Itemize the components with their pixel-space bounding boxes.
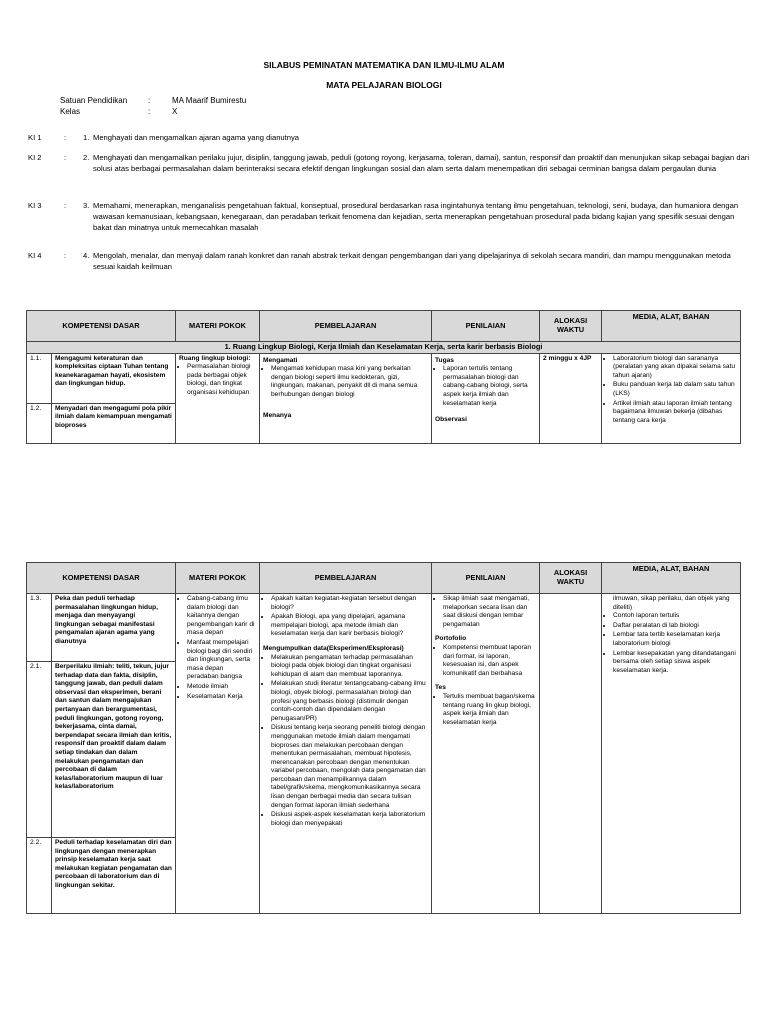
- list-item: • Cabang-cabang ilmu dalam biologi dan kaitannya dengan pengembangan karir di masa depan: [187, 595, 256, 638]
- syllabus-table-1: [26, 310, 741, 444]
- kd-text: Berperilaku ilmiah: teliti, tekun, jujur terhadap data dan fakta, disiplin, tanggung jawab, dan peduli dalam observasi dan eksperimen, berani dan santun dalam mengajukan pertanyaan dan berargumentasi, peduli lingkungan, gotong royong, bekerjasama, cinta damai, berpendapat secara ilmiah dan kritis, responsif dan proaktif dalam dalam setiap tindakan dan dalam melakukan pengamatan dan percobaan di dalam kelas/laboratorium maupun di luar kelas/laboratorium: [52, 662, 176, 838]
- ki-colon: :: [64, 133, 67, 142]
- document-title: SILABUS PEMINATAN MATEMATIKA DAN ILMU-ILMU ALAM: [263, 60, 505, 70]
- kd-text: Peduli terhadap keselamatan diri dan lingkungan dengan menerapkan prinsip keselamatan kerja saat melakukan kegiatan pengamatan dan percobaan di laboratorium dan di lingkungan sekitar.: [52, 838, 176, 914]
- kd-text: Peka dan peduli terhadap permasalahan lingkungan hidup, menjaga dan menyayangi lingkungan sebagai manifestasi pengamalan ajaran agama yang dianutnya: [52, 594, 176, 662]
- kd-number: 2.2.: [27, 838, 52, 914]
- document-subtitle: MATA PELAJARAN BIOLOGI: [326, 80, 442, 90]
- kd-number: 2.1.: [27, 662, 52, 838]
- ki-text: Mengolah, menalar, dan menyaji dalam ranah konkret dan ranah abstrak terkait dengan pengembangan dari yang dipelajarinya di sekolah secara mandiri, dan mampu menggunakan metoda sesuai kaidah keilmuan: [93, 251, 731, 271]
- header-materi-pokok: MATERI POKOK: [176, 563, 260, 594]
- list-item: • Daftar peralatan di lab biologi: [613, 622, 737, 631]
- header-media: MEDIA, ALAT, BAHAN: [602, 311, 741, 342]
- section-band: 1. Ruang Lingkup Biologi, Kerja Ilmiah dan Keselamatan Kerja, serta karir berbasis Biologi: [27, 342, 741, 354]
- pembelajaran-cell: [260, 594, 432, 914]
- list-item: • Laporan tertulis tentang permasalahan biologi dan cabang-cabang biologi, serta aspek kerja ilmiah dan keselamatan kerja: [443, 365, 536, 408]
- list-item: • Melakukan pengamatan terhadap permasalahan biologi pada objek biologi dan tingkat organisasi kehidupan di alam dan membuat laporannya.: [271, 654, 428, 680]
- step-title: Menanya: [263, 411, 292, 419]
- ki-colon: :: [64, 201, 67, 210]
- kd-number: 1.3.: [27, 594, 52, 662]
- kelas-label: Kelas: [60, 107, 81, 116]
- list-item: • Lembar kesepakatan yang ditandatangani bersama oleh setiap siswa aspek keselamatan kerja.: [613, 650, 737, 676]
- ki-number: 1.: [83, 133, 90, 142]
- header-penilaian: PENILAIAN: [432, 311, 540, 342]
- media-cell: [602, 594, 741, 914]
- header-materi-pokok: MATERI POKOK: [176, 311, 260, 342]
- kelas-colon: :: [148, 107, 151, 116]
- list-item: • Artikel ilmiah atau laporan ilmiah tentang bagaimana ilmuwan bekerja (dibahas tentang cara kerja: [613, 400, 737, 426]
- materi-cell: [176, 594, 260, 914]
- ki-colon: :: [64, 251, 67, 260]
- list-item: • Melakukan studi literatur tentangcabang-cabang ilmu biologi, obyek biologi, permasalahan biologi dan profesi yang berbasis biologi (distimulir dengan contoh-contoh dan dipendalam dengan penugasan/PR): [271, 680, 428, 723]
- ki-text: Memahami, menerapkan, menganalisis pengetahuan faktual, konseptual, prosedural berdasarkan rasa ingintahunya tentang ilmu pengetahuan, teknologi, seni, budaya, dan humaniora dengan wawasan kemanusiaan, kebangsaan, kenegaraan, dan peradaban terkait fenomena dan kejadian, serta menerapkan pengetahuan prosedural pada bidang kajian yang spesifik sesuai dengan bakat dan minatnya untuk memecahkan masalah: [93, 201, 739, 232]
- materi-title: Ruang lingkup biologi:: [179, 354, 251, 362]
- ki-code: KI 1: [28, 133, 42, 142]
- alokasi-cell: [540, 594, 602, 914]
- alokasi-cell: 2 minggu x 4JP: [540, 353, 602, 443]
- syllabus-table-2: [26, 562, 741, 914]
- header-alokasi-waktu: ALOKASI WAKTU: [540, 563, 602, 594]
- kd-text: Menyadari dan mengagumi pola pikir ilmiah dalam kemampuan mengamati bioproses: [52, 403, 176, 443]
- media-cell: [602, 353, 741, 443]
- ki-text: Menghayati dan mengamalkan perilaku jujur, disiplin, tanggung jawab, peduli (gotong royong, kerjasama, toleran, damai), santun, responsif dan proaktif dan menunjukan sikap sebagai bagian dari solusi atas berbagai permasalahan dalam berinteraksi secara efektif dengan lingkungan sosial dan alam serta dalam menempatkan diri sebagai cerminan bangsa dalam pergaulan dunia: [93, 153, 750, 173]
- kelas-value: X: [172, 107, 178, 116]
- media-continuation: ilmuwan, sikap perilaku, dan objek yang diteliti): [613, 595, 730, 611]
- ki-code: KI 2: [28, 153, 42, 162]
- list-item: • Kompetensi membuat laporan dari format, isi laporan, kesesuaian isi, dan aspek komunikatif dan berbahasa: [443, 644, 536, 678]
- kd-number: 1.2.: [27, 403, 52, 443]
- ki-number: 4.: [83, 251, 90, 260]
- header-pembelajaran: PEMBELAJARAN: [260, 311, 432, 342]
- list-item: • Contoh laporan tertulis: [613, 612, 737, 621]
- ki-colon: :: [64, 153, 67, 162]
- header-penilaian: PENILAIAN: [432, 563, 540, 594]
- ki-code: KI 3: [28, 201, 42, 210]
- list-item: • Manfaat mempelajari biologi bagi diri sendiri dan lingkungan, serta masa depan peradaban bangsa: [187, 639, 256, 682]
- list-item: • Diskusi aspek-aspek keselamatan kerja laboratorium biologi dan menyepakati: [271, 811, 428, 828]
- header-alokasi-waktu: ALOKASI WAKTU: [540, 311, 602, 342]
- list-item: • Buku panduan kerja lab dalam satu tahun (LKS): [613, 381, 737, 398]
- list-item: • Lembar tata tertib keselamatan kerja laboratorium biologi: [613, 631, 737, 648]
- ki-number: 2.: [83, 153, 90, 162]
- step-title: Mengamati: [263, 356, 298, 364]
- header-kompetensi-dasar: KOMPETENSI DASAR: [27, 563, 176, 594]
- satuan-colon: :: [148, 96, 151, 105]
- list-item: • Diskusi tentang kerja seorang peneliti biologi dengan menggunakan metode ilmiah dalam mengamati bioproses dan melakukan percobaan dengan menentukan permasalahan, membuat hipotesis, merencanakan percobaan dengan menentukan variabel percobaan, mengolah data pengamatan dan percobaan dan menampilkannya dalam tabel/grafik/skema, mengkomunikasikannya secara lisan dengan berbagai media dan secara tulisan dengan format laporan ilmiah sederhana: [271, 724, 428, 810]
- list-item: • Permasalahan biologi pada berbagai objek biologi, dan tingkat organisasi kehidupan: [187, 363, 256, 397]
- list-item: • Mengamati kehidupan masa kini yang berkaitan dengan biologi seperti ilmu kedokteran, gizi, lingkungan, makanan, penyakit dll di mana semua berhubungan dengan biologi: [271, 365, 428, 399]
- assessment-title: Tugas: [435, 356, 454, 364]
- header-kompetensi-dasar: KOMPETENSI DASAR: [27, 311, 176, 342]
- list-item: • Tertulis membuat bagan/skema tentang ruang lin gkup biologi, aspek kerja ilmiah dan keselamatan kerja: [443, 693, 536, 727]
- header-pembelajaran: PEMBELAJARAN: [260, 563, 432, 594]
- step-title: Mengumpulkan data(Eksperimen/Eksplorasi): [263, 644, 404, 652]
- list-item: • Metode ilmiah: [187, 683, 256, 692]
- header-media: MEDIA, ALAT, BAHAN: [602, 563, 741, 594]
- list-item: • Apakah kaitan kegiatan-kegiatan tersebut dengan biologi?: [271, 595, 428, 612]
- satuan-value: MA Maarif Bumirestu: [172, 96, 247, 105]
- ki-number: 3.: [83, 201, 90, 210]
- list-item: • Laboratorium biologi dan sarananya (peralatan yang akan dipakai selama satu tahun ajaran): [613, 355, 737, 381]
- list-item: • Keselamatan Kerja: [187, 693, 256, 702]
- pembelajaran-cell: [260, 353, 432, 443]
- list-item: • Apakah Biologi, apa yang dipelajari, agamana mempelajari biologi, apa metode ilmiah dan keselamatan kerja dan karir berbasis biologi?: [271, 613, 428, 639]
- kd-text: Mengagumi keteraturan dan kompleksitas ciptaan Tuhan tentang keanekaragaman hayati, ekosistem dan lingkungan hidup.: [52, 353, 176, 403]
- ki-text: Menghayati dan mengamalkan ajaran agama yang dianutnya: [93, 133, 300, 142]
- assessment-title: Tes: [435, 684, 446, 692]
- penilaian-cell: [432, 353, 540, 443]
- assessment-title: Observasi: [435, 416, 467, 424]
- materi-cell: [176, 353, 260, 443]
- list-item: • Sikap ilmiah saat mengamati, melaporkan secara lisan dan saat diskusi dengan lembar pengamatan: [443, 595, 536, 629]
- kd-number: 1.1.: [27, 353, 52, 403]
- penilaian-cell: [432, 594, 540, 914]
- assessment-title: Portofolio: [435, 635, 467, 643]
- ki-code: KI 4: [28, 251, 42, 260]
- satuan-label: Satuan Pendidikan: [60, 96, 128, 105]
